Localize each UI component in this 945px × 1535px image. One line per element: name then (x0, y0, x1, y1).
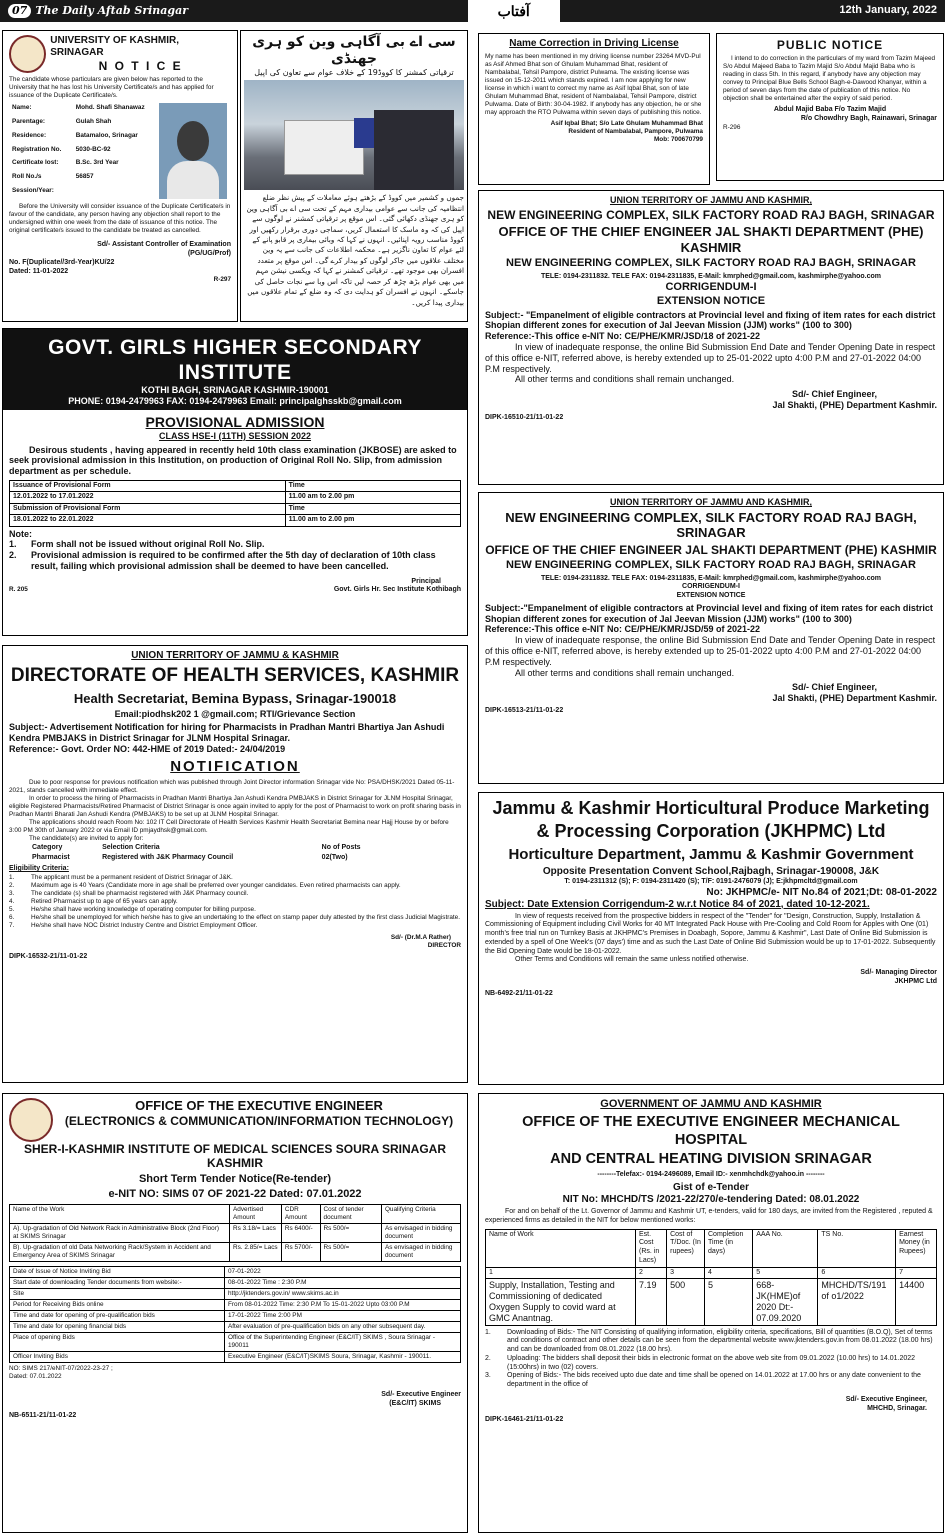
table-cell: Office of the Superintending Engineer (E&C/IT) SKIMS , Soura Srinagar - 190011 (225, 1333, 461, 1352)
item-number: 2. (9, 882, 15, 890)
signatory-2: (PG/UG/Prof) (187, 250, 231, 258)
header-cell: AAA No. (753, 1229, 818, 1267)
item-text: The candidate (s) shall be pharmacist registered with J&K Pharmacy council. (31, 890, 249, 898)
header-cell: TS No. (818, 1229, 896, 1267)
ad-title: PUBLIC NOTICE (776, 38, 884, 52)
header-cell: Cost of T/Doc. (In rupees) (667, 1229, 705, 1267)
table-cell: 6 (818, 1267, 896, 1279)
item-number: 3. (485, 1372, 491, 1380)
body-text: In view of inadequate response, the online Bid Submission End Date and Tender Opening Date in respect of this office e-NIT, referred above, is hereby extended up to 25-01-2022 upto 4:00 P.M and 27-01-2022 04:00 P.M respectively. (485, 342, 936, 374)
table-cell: Executive Engineer (E&C/IT)SKIMS Soura, Srinagar, Kashmir - 190011. (225, 1352, 461, 1363)
header-cell: Cost of tender document (320, 1205, 381, 1224)
subject-line: Subject:- Advertisement Notification for hiring for Pharmacists in Pradhan Mantri Bhartiya Jan Ashudi Kendra PMBJAKS in District Srinagar for JLNM Hospital Srinagar. (9, 722, 445, 743)
table-cell: Site (10, 1289, 225, 1300)
reference-line: Reference:-This office e-NIT No: CE/PHE/KMR/JSD/59 of 2021-22 (485, 624, 761, 635)
table-cell: Residence: (12, 131, 47, 139)
signatory-2: (E&C/IT) SKIMS (389, 1399, 441, 1407)
notice-no: No: JKHPMC/e- NIT No.84 of 2021;Dt: 08-01-2022 (706, 886, 937, 898)
kashmir-university-notice (2, 30, 238, 322)
office-subtitle: (ELECTRONICS & COMMUNICATION/INFORMATION TECHNOLOGY) (64, 1113, 454, 1128)
complex-name-2: NEW ENGINEERING COMPLEX, SILK FACTORY ROAD RAJ BAGH, SRINAGAR (506, 559, 916, 572)
ut-label: UNION TERRITORY OF JAMMU AND KASHMIR, (609, 195, 812, 205)
table-cell: Time (285, 480, 460, 491)
other-terms: Other Terms and Conditions will remain the same unless notified otherwise. (515, 956, 749, 964)
signatory: Sd/- (Dr.M.A Rather) (390, 934, 451, 942)
list-item (485, 1329, 937, 1355)
masthead-urdu: آفتاب (468, 0, 560, 22)
table-cell: As envisaged in bidding document (381, 1243, 460, 1262)
category-table (29, 843, 391, 864)
item-number: 6. (9, 914, 15, 922)
signatory-address: Resident of Nambalabal, Pampore, Pulwama (568, 128, 703, 135)
ad-banner (3, 329, 467, 410)
girls-institute-notice (2, 328, 468, 636)
table-row (29, 843, 391, 853)
table-row (10, 1311, 461, 1322)
address-line: KOTHI BAGH, SRINAGAR KASHMIR-190001 (141, 385, 329, 396)
signatory-2: DIRECTOR (427, 942, 461, 950)
complex-name: NEW ENGINEERING COMPLEX, SILK FACTORY ROAD RAJ BAGH, SRINAGAR (487, 207, 935, 222)
table-cell: As envisaged in bidding document (381, 1224, 460, 1243)
other-terms: All other terms and conditions shall remain unchanged. (515, 374, 735, 385)
ad-title: GOVT. GIRLS HIGHER SECONDARY INSTITUTE (48, 336, 422, 385)
table-cell: Period for Receiving Bids online (10, 1300, 225, 1311)
list-item (9, 882, 461, 890)
list-item (485, 1372, 937, 1390)
table-row (10, 1300, 461, 1311)
corrigendum-label: CORRIGENDUM-I (665, 281, 757, 294)
paragraph-1: Due to poor response for previous notification which was published through Joint Director information Srinagar vide No: PSA/DHSK/2021 Dated 05-11-2021, stands cancelled with immediate effect. (9, 778, 455, 794)
phe-corrigendum-1 (478, 190, 944, 485)
item-number: 2. (485, 1354, 491, 1362)
body-text: Desirous students , having appeared in recently held 10th class examination (JKBOSE) are asked to seek provisional admission in this Institution, on production of Original Roll No. Slip, from admission department as per schedule. (9, 444, 457, 477)
table-cell: Time and date for opening financial bids (10, 1322, 225, 1333)
table-row (10, 1278, 461, 1289)
notification-heading: NOTIFICATION (170, 757, 300, 775)
table-cell: 500 (667, 1279, 705, 1325)
public-notice (716, 33, 944, 181)
list-item (9, 914, 461, 922)
table-cell: Supply, Installation, Testing and Commissioning of dedicated Oxygen Supply to covid ward at GMC Anantnag. (486, 1279, 636, 1325)
signatory-2: Jal Shakti, (PHE) Department Kashmir. (772, 400, 937, 411)
other-terms: All other terms and conditions shall remain unchanged. (515, 667, 735, 678)
list-item (9, 539, 461, 550)
item-number: 1. (9, 874, 15, 882)
table-cell: 5 (705, 1279, 753, 1325)
signatory: Sd/- Chief Engineer, (791, 682, 877, 693)
eligibility-heading: Eligibility Criteria: (9, 865, 69, 873)
body-text: In view of requests received from the prospective bidders in respect of the "Tender" for "Design, Construction, Supply, Installation & Commissioning of Equipment including Civil Works for 40 MT Integrated Pack House with Pre-Cooling and Cold Room for Apples with One (01) month's free trial run on Turnkey Basis at JKHPMC's Premises in Doabagh, Sopore, Jammu & Kashmir", Last Date of Online Bid Submission is extended by a spell of One Week's (07 days') time and as such the Last Date of Online Bid Submission would be up to 17-01-2022. Subsequently the Bid Opening Date would be 18-01-2022. (485, 912, 936, 955)
header-cell: Name of Work (486, 1229, 636, 1267)
ad-title: DIRECTORATE OF HEALTH SERVICES, KASHMIR (10, 665, 460, 686)
header-left (8, 4, 188, 17)
ad-ref: DIPK-16532-21/11-01-22 (9, 953, 88, 961)
table-cell: Gulah Shah (75, 118, 112, 126)
contact-line: TELE: 0194-2311832. TELE FAX: 0194-2311835, E-Mail: kmrphed@gmail.com, kashmirphe@yahoo.com (540, 574, 882, 582)
extension-label: EXTENSION NOTICE (656, 294, 766, 307)
corrigendum-label: CORRIGENDUM-I (682, 583, 740, 591)
ut-label: UNION TERRITORY OF JAMMU AND KASHMIR, (609, 497, 812, 507)
table-row (10, 1224, 461, 1243)
address-line: Opposite Presentation Convent School,Rajbagh, Srinagar-190008, J&K (542, 865, 880, 877)
candidate-photo (159, 103, 227, 199)
notes-list (9, 539, 461, 571)
enit-no: e-NIT NO: SIMS 07 OF 2021-22 Dated: 07.01.2022 (108, 1187, 362, 1200)
contact-line: PHONE: 0194-2479963 FAX: 0194-2479963 Email: principalghsskb@gmail.com (68, 396, 402, 407)
signatory-2: JKHPMC Ltd (894, 977, 937, 985)
jkhpmc-notice (478, 792, 944, 1085)
signatory-address: R/o Chowdhry Bagh, Rainawari, Srinagar (800, 115, 937, 123)
ad-ref: DIPK-16461-21/11-01-22 (485, 1416, 564, 1424)
signatory: Principal (411, 577, 441, 585)
phe-corrigendum-2 (478, 492, 944, 784)
header-cell: Name of the Work (10, 1205, 230, 1224)
points-list (485, 1329, 937, 1390)
table-cell: B). Up-gradation of old Data Networking Rack/System in Accident and Emergency Area of SKIMS Srinagar (10, 1243, 230, 1262)
contact-line: T: 0194-2311312 (S); F: 0194-2311420 (S); T/F: 0191-2476079 (J); E:jkhpmcltd@gmail.com (564, 877, 858, 885)
table-row (486, 1279, 937, 1325)
body-text: Before the University will consider issuance of the Duplicate Certificate/s in favour of the candidate, any person having any objection shall report to the undersigned within one week from the date of issuance of this notice. The original certificate/s issued to the candidate be treated as cancelled. (9, 203, 231, 235)
table-cell: Registration No. (12, 145, 62, 153)
class-label: CLASS HSE-I (11TH) SESSION 2022 (158, 430, 312, 441)
item-text: Opening of Bids:- The bids received upto due date and time shall be opened on 14.01.2022 at 17.00 hrs or any date convenient to the department in the office of (507, 1372, 921, 1389)
table-cell: Registered with J&K Pharmacy Council (102, 853, 234, 861)
notice-label: N O T I C E (98, 59, 183, 73)
table-cell: 12.01.2022 to 17.01.2022 (10, 492, 286, 503)
list-item (9, 874, 461, 882)
table-row (9, 103, 159, 117)
table-cell: 11.00 am to 2.00 pm (285, 515, 460, 526)
list-item (9, 898, 461, 906)
office-title: OFFICE OF THE EXECUTIVE ENGINEER (135, 1098, 383, 1113)
table-row (9, 172, 159, 186)
body-text: In view of inadequate response, the online Bid Submission End Date and Tender Opening Date in respect of this office e-NIT, referred above, is hereby extended up to 25-01-2022 upto 4:00 P.M and 27-01-2022 04:00 P.M respectively. (485, 635, 936, 667)
table-cell: Issuance of Provisional Form (10, 480, 286, 491)
table-row (10, 480, 461, 491)
table-row (9, 131, 159, 145)
department-line: Horticulture Department, Jammu & Kashmir Government (508, 845, 914, 863)
table-row (29, 853, 391, 863)
urdu-news-item (240, 30, 468, 322)
gist-label: Gist of e-Tender (673, 1182, 749, 1194)
signatory: Abdul Majid Baba F/o Tazim Majid (773, 106, 887, 114)
body-text: My name has been mentioned in my driving license number 23264 MVD-Pul as Asif Ahmed Bhat son of Ghulam Muhammad Bhat, resident of Nambalabal, Tehsil Pampore, district Pulwama. The existing license was issued on 15-12-2011 which stands expired. I am now applying for new license in which i want to correct my name as Asif Iqbal Bhat, son of late Ghulam Muhammad Bhat, resident of Nambalabal, Tehsil Pampore, district Pulwama. Date of Birth: 30-04-1982. If anybody has any objection, he or she may approach the RTO Pulwama within seven days of publishing this notice. (485, 53, 702, 116)
table-row (10, 1289, 461, 1300)
skims-tender-notice (2, 1093, 468, 1533)
table-row (10, 1267, 461, 1278)
table-cell: MHCHD/TS/191 of o1/2022 (818, 1279, 896, 1325)
table-cell: Parentage: (12, 118, 46, 126)
item-text: Downloading of Bids:- The NIT Consisting of qualifying information, eligibility criteria, specifications, Bill of quantities (B.O.Q), Set of terms and conditions of contract and other details can be seen from the departmental website www.jktenders.gov.in from 08.01.2022 (18.00 hrs) and can be downloaded from 08.01.2022 (18.00 hrs). (507, 1328, 933, 1354)
table-cell: A). Up-gradation of Old Network Rack in Administrative Block (2nd Floor) at SKIMS Srinagar (10, 1224, 230, 1243)
table-cell: Rs 5700/- (281, 1243, 320, 1262)
table-cell: 18.01.2022 to 22.01.2022 (10, 515, 286, 526)
subject-line: Subject:-"Empanelment of eligible contractors at Provincial level and fixing of item rates for each district Shopian different zones for execution of Jal Jeevan Mission (JJM) works" (100 to 300) (485, 602, 933, 624)
news-subhead: ترقیاتی کمشنر کا کووڈ19 کے خلاف عوام سے تعاون کی اپیل (254, 67, 454, 77)
table-cell: Batamaloo, Srinagar (75, 131, 138, 139)
table-cell: 11.00 am to 2.00 pm (285, 492, 460, 503)
table-cell: 7.19 (636, 1279, 667, 1325)
intro-text: The candidate whose particulars are given below has reported to the University that he has lost his University Certificate/s and has applied for issuance of the Duplicate Certificate/s. (9, 76, 214, 100)
news-headline: سی اے بی آگاہی وین کو ہری جھنڈی (252, 34, 456, 67)
item-text: Retired Pharmacist up to age of 65 years can apply. (31, 898, 178, 906)
item-number: 7. (9, 922, 15, 930)
table-cell: Time and date for opening of pre-qualification bids (10, 1311, 225, 1322)
university-seal-icon (9, 35, 46, 73)
driving-license-notice (478, 33, 710, 185)
ad-title: Jammu & Kashmir Horticultural Produce Marketing & Processing Corporation (JKHPMC) Ltd (492, 798, 930, 842)
table-cell: Time (285, 503, 460, 514)
table-cell: 08-01-2022 Time : 2:30 P.M (225, 1278, 461, 1289)
table-row (9, 145, 159, 159)
table-cell: 3 (667, 1267, 705, 1279)
item-text: Maximum age is 40 Years (Candidate more in age shall be preferred over younger candidates. Even retired pharmacists can apply. (31, 882, 401, 890)
admission-heading: PROVISIONAL ADMISSION (145, 413, 325, 430)
table-cell: 02(Two) (321, 853, 348, 861)
table-row (9, 186, 159, 200)
complex-name-2: NEW ENGINEERING COMPLEX, SILK FACTORY ROAD RAJ BAGH, SRINAGAR (506, 257, 916, 270)
page-number: 07 (8, 4, 31, 17)
table-cell: 17-01-2022 Time 2:00 PM (225, 1311, 461, 1322)
table-cell: 2 (636, 1267, 667, 1279)
ad-ref: R-296 (723, 123, 741, 131)
office-subtitle: AND CENTRAL HEATING DIVISION SRINAGAR (550, 1150, 872, 1167)
signatory: Sd/- Managing Director (860, 969, 937, 977)
intro-text: For and on behalf of the Lt. Governor of Jammu and Kashmir UT, e-tenders, valid for 180 days, are invited from the Registered , reputed & experienced firms as detailed in the NIT for below mentioned works: (485, 1208, 933, 1224)
table-cell: Rs 3.18/= Lacs (230, 1224, 282, 1243)
ad-ref: NB-6492-21/11-01-22 (485, 989, 553, 997)
table-cell: Rs 6400/- (281, 1224, 320, 1243)
ad-ref: DIPK-16513-21/11-01-22 (485, 706, 564, 714)
table-cell: Rs. 2.85/= Lacs (230, 1243, 282, 1262)
signatory: Sd/- Executive Engineer, (845, 1395, 927, 1403)
table-cell: Category (32, 843, 63, 851)
reference-line: Reference:- Govt. Order NO: 442-HME of 2019 Dated:- 24/04/2019 (9, 743, 286, 754)
ut-label: UNION TERRITORY OF JAMMU & KASHMIR (131, 650, 339, 661)
header-cell: Est. Cost (Rs. in Lacs) (636, 1229, 667, 1267)
tender-type: Short Term Tender Notice(Re-tender) (138, 1172, 332, 1185)
health-services-notice (2, 645, 468, 1083)
reference-line: Reference:-This office e-NIT No: CE/PHE/KMR/JSD/18 of 2021-22 (485, 331, 761, 342)
table-cell: Name: (12, 104, 32, 112)
table-row (9, 158, 159, 172)
news-body: جموں و کشمیر میں کووڈ کے بڑھتے ہوئے معاملات کے پیش نظر ضلع انتظامیہ کی جانب سے عوامی بیداری مہم کے تحت سی اے بی آگاہی وین کو ہری جھنڈی دکھائی گئی۔ اس موقع پر ترقیاتی کمشنر نے لوگوں سے اپیل کی کہ وہ ماسک کا استعمال کریں، سماجی دوری برقرار رکھیں اور کووڈ مناسب رویہ اپنائیں۔ انہوں نے کہا کہ وبائی بیماری پر قابو پانے کے لئے عوام کا تعاون ناگزیر ہے۔ محکمہ اطلاعات کی جانب سے یہ وین مختلف علاقوں میں جاکر لوگوں کو بیدار کرے گی۔ اس موقع پر متعدد افسران بھی موجود تھے۔ ترقیاتی کمشنر نے کہا کہ ویکسی نیشن مہم میں بھی عوام بڑھ چڑھ کر حصہ لیں تاکہ اس وبا سے نجات حاصل کی جاسکے۔ انہوں نے افسران کو ہدایت دی کہ وہ ضلع کے تمام علاقوں میں بیداری پیدا کریں۔ (246, 193, 464, 307)
paper-name: The Daily Aftab Srinagar (35, 4, 189, 18)
eligibility-list (9, 874, 461, 930)
ref-no: No. F(Duplicate//3rd-Year)KU/22 (9, 258, 115, 266)
schedule-table (9, 480, 461, 527)
ad-title: UNIVERSITY OF KASHMIR, SRINAGAR (50, 35, 179, 58)
table-cell: 7 (896, 1267, 937, 1279)
list-item (9, 550, 461, 572)
table-cell (73, 186, 159, 200)
ad-ref: NB-6511-21/11-01-22 (9, 1411, 77, 1419)
signatory: Sd/- Assistant Controller of Examination (97, 241, 231, 249)
office-title: OFFICE OF THE EXECUTIVE ENGINEER MECHANICAL HOSPITAL (522, 1114, 900, 1148)
signatory-2: Govt. Girls Hr. Sec Institute Kothibagh (333, 586, 461, 594)
table-cell: 668-JK(HME)of 2020 Dt:- 07.09.2020 (753, 1279, 818, 1325)
table-cell: Pharmacist (32, 853, 70, 861)
item-number: 3. (9, 890, 15, 898)
signatory-mobile: Mob: 700670799 (653, 136, 703, 143)
table-cell: 07-01-2022 (225, 1267, 461, 1278)
table-cell: Place of opening Bids (10, 1333, 225, 1352)
ad-title: Name Correction in Driving License (509, 38, 679, 49)
list-item (9, 922, 461, 930)
table-cell: Rs 500/= (320, 1224, 381, 1243)
table-cell: 14400 (896, 1279, 937, 1325)
item-text: Provisional admission is required to be confirmed after the 5th day of declaration of 10th class result, failing which provisional admission shall be deemed to have been cancelled. (31, 550, 436, 571)
gov-label: GOVERNMENT OF JAMMU AND KASHMIR (600, 1098, 822, 1110)
address-line: Health Secretariat, Bemina Bypass, Srinagar-190018 (73, 690, 397, 706)
table-row (10, 515, 461, 526)
contact-line: TELE: 0194-2311832. TELE FAX: 0194-2311835, E-Mail: kmrphed@gmail.com, kashmirphe@yahoo.com (540, 272, 882, 280)
table-row (10, 492, 461, 503)
header-cell: CDR Amount (281, 1205, 320, 1224)
email-line: Email:piodhsk202 1 @gmail.com; RTI/Grievance Section (114, 709, 356, 720)
table-cell: Officer Inviting Bids (10, 1352, 225, 1363)
ad-ref: R. 205 (9, 586, 28, 594)
paragraph-3: The applications should reach Room No: 102 IT Cell Directorate of Health Services Kashmir Health Secretariat Bemina near Hajj House by or before 3:00 PM 30th of January 2022 or via Email ID pmjaydhsk@gmail.com. (9, 818, 449, 834)
item-number: 2. (9, 550, 17, 561)
signatory: Asif Iqbal Bhat; S/o Late Ghulam Muhammad Bhat (550, 120, 703, 127)
item-text: He/she shall have NOC District Industry Centre and District Employment Officer. (31, 922, 258, 930)
table-header (486, 1229, 937, 1267)
works-table (485, 1229, 937, 1326)
table-row (10, 1352, 461, 1363)
skims-logo-icon (9, 1098, 53, 1142)
institute-name: SHER-I-KASHMIR INSTITUTE OF MEDICAL SCIENCES SOURA SRINAGAR KASHMIR (23, 1142, 446, 1171)
table-cell: Certificate lost: (12, 159, 59, 167)
header-cell: Qualifying Criteria (381, 1205, 460, 1224)
table-row (10, 1333, 461, 1352)
ad-ref: DIPK-16510-21/11-01-22 (485, 413, 564, 421)
item-number: 1. (485, 1328, 491, 1336)
extension-label: EXTENSION NOTICE (676, 592, 746, 600)
list-item (485, 1355, 937, 1373)
complex-name: NEW ENGINEERING COMPLEX, SILK FACTORY ROAD RAJ BAGH, SRINAGAR (505, 509, 917, 541)
table-cell: After evaluation of pre-qualification bids on any other subsequent day. (225, 1322, 461, 1333)
table-cell: Start date of downloading Tender documents from website:- (10, 1278, 225, 1289)
ad-ref: R-297 (213, 276, 231, 284)
schedule-table (9, 1266, 461, 1363)
nit-no: NIT No: MHCHD/TS /2021-22/270/e-tendering Dated: 08.01.2022 (562, 1194, 860, 1206)
works-table (9, 1204, 461, 1262)
table-cell: Submission of Provisional Form (10, 503, 286, 514)
table-cell: 5030-BC-92 (75, 145, 111, 153)
table-cell: 56857 (75, 172, 94, 180)
body-text: I intend to do correction in the particulars of my ward from Tazim Majeed S/o Abdul Majeed Baba to Tazim Majid S/o Abdul Majid Baba who is reading in class 5th. In this regard, if anybody have any objection may convey to Principal Blue Bells School Bagh-e-Dawood Khanyar, within a period of seven days from the date of publication of this notice. No objection shall be entertained after the expiry of said period. (723, 55, 936, 103)
table-row (486, 1267, 937, 1279)
table-header (10, 1205, 461, 1224)
paragraph-2: In order to process the hiring of Pharmacists in Pradhan Mantri Bhartiya Jan Ashudi Kendra PMBJAKS in District Srinagar for JLNM Hospital Srinagar, eligible Registered Pharmacists/Retired Pharmacist of District Srinagar is once again invited to apply for the post of Pharmacist to work on profit sharing basis in Pradhan Mantri Bharati Jan Ashudi Kendra (PMBJAKS) to be set up at JLNM Hospital Srinagar. (9, 794, 461, 818)
table-cell: Selection Criteria (102, 843, 160, 851)
table-cell: From 08-01-2022 Time: 2:30 P.M To 15-01-2022 Upto 03:00 P.M (225, 1300, 461, 1311)
table-cell: Session/Year: (12, 186, 54, 194)
subject-line: Subject: Date Extension Corrigendum-2 w.r.t Notice 84 of 2021, dated 10-12-2021. (485, 898, 870, 910)
item-number: 5. (9, 906, 15, 914)
table-cell: No of Posts (321, 843, 361, 851)
news-photo (244, 80, 464, 190)
table-cell: Date of Issue of Notice Inviting Bid (10, 1267, 225, 1278)
mechanical-hospital-tender (478, 1093, 944, 1533)
table-cell: Rs 500/= (320, 1243, 381, 1262)
candidate-details (9, 103, 159, 199)
office-name: OFFICE OF THE CHIEF ENGINEER JAL SHAKTI DEPARTMENT (PHE) KASHMIR (485, 542, 937, 557)
table-cell: Mohd. Shafi Shanawaz (75, 104, 145, 112)
signatory-2: Jal Shakti, (PHE) Department Kashmir. (772, 693, 937, 704)
note-label: Note: (9, 528, 32, 539)
table-cell: 1 (486, 1267, 636, 1279)
item-number: 1. (9, 539, 17, 550)
list-item (9, 906, 461, 914)
office-name: OFFICE OF THE CHIEF ENGINEER JAL SHAKTI DEPARTMENT (PHE) KASHMIR (498, 224, 924, 255)
page-header (0, 0, 945, 22)
contact-line: --------Telefax:- 0194-2496089, Email ID:- xenmhchdk@yahoo.in -------- (597, 1171, 825, 1179)
header-cell: Advertised Amount (230, 1205, 282, 1224)
item-text: The applicant must be a permanent resident of District Srinagar of J&K. (31, 874, 233, 882)
signatory-2: MHCHD, Srinagar. (867, 1404, 927, 1412)
table-cell: Roll No./s (12, 172, 42, 180)
header-date: 12th January, 2022 (839, 4, 937, 17)
item-text: Uploading: The bidders shall deposit their bids in electronic format on the above web site from 09.01.2022 (10.00 hrs) to 14.01.2022 (15:00hrs) in two (02) covers. (507, 1354, 916, 1371)
subject-line: Subject:- "Empanelment of eligible contractors at Provincial level and fixing of item rates for each district Shopian different zones for execution of Jal Jeevan Mission (JJM) works" (100 to 300) (485, 309, 936, 331)
table-cell: http://jktenders.gov.in/ www.skims.ac.in (225, 1289, 461, 1300)
signatory: Sd/- Chief Engineer, (791, 389, 877, 400)
table-row (10, 1243, 461, 1262)
item-text: He/she shall be unemployed for which he/she has to give an undertaking to the effect on stamp paper duly attested by the first class Judicial Magistrate. (31, 914, 461, 922)
dated: Dated: 11-01-2022 (9, 267, 69, 275)
signatory: Sd/- Executive Engineer (381, 1391, 461, 1399)
item-text: He/she shall have working knowledge of operating computer for billing purpose. (31, 906, 256, 914)
table-cell: B.Sc. 3rd Year (75, 159, 119, 167)
table-row (9, 117, 159, 131)
paragraph-4: The candidate(s) are invited to apply for: (29, 834, 144, 842)
header-cell: Earnest Money (in Rupees) (896, 1229, 937, 1267)
header-cell: Completion Time (in days) (705, 1229, 753, 1267)
dated: Dated: 07.01.2022 (9, 1373, 62, 1381)
table-row (10, 503, 461, 514)
item-number: 4. (9, 898, 15, 906)
table-cell: 4 (705, 1267, 753, 1279)
table-row (10, 1322, 461, 1333)
item-text: Form shall not be issued without original Roll No. Slip. (31, 539, 265, 550)
ref-no: NO: SIMS 217/eNIT-07/2022-23-27 ; (9, 1365, 113, 1373)
table-cell: 5 (753, 1267, 818, 1279)
list-item (9, 890, 461, 898)
